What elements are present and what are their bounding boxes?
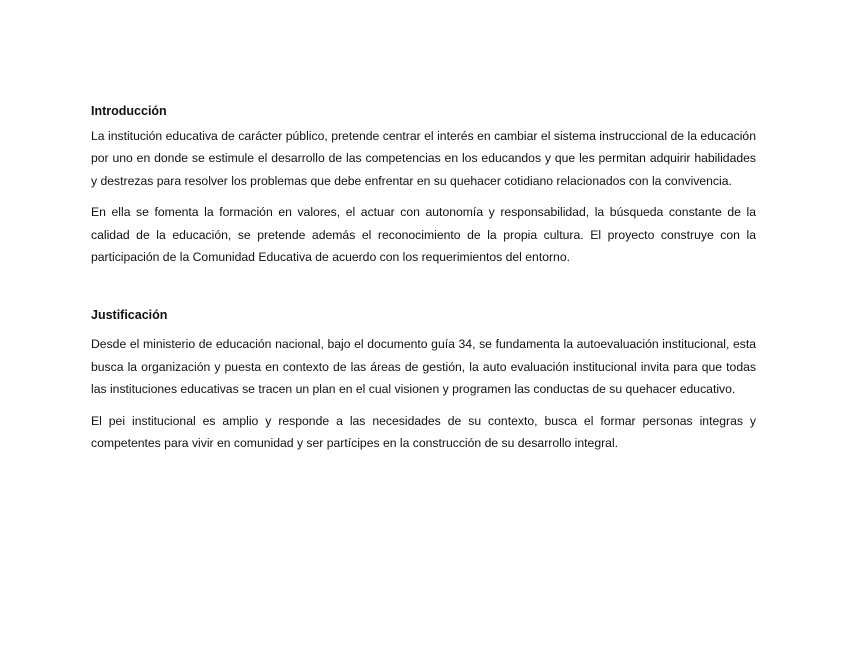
- paragraph-intro-2: En ella se fomenta la formación en valores, el actuar con autonomía y responsabilidad, la búsqueda constante de la calidad de la educación, se pretende además el reconocimiento de la propia cultura. El proyecto construye con la participación de la Comunidad Educativa de acuerdo con los requerimientos del entorno.: [91, 205, 756, 265]
- paragraph-justificacion-1: Desde el ministerio de educación nacional, bajo el documento guía 34, se fundamenta la autoevaluación institucional, esta busca la organización y puesta en contexto de las áreas de gestión, la auto evaluación institucional invita para que todas las instituciones educativas se tracen un plan en el cual visionen y programen las conductas de su quehacer educativo.: [91, 337, 756, 397]
- paragraph-justificacion-2: El pei institucional es amplio y responde a las necesidades de su contexto, busca el formar personas integras y competentes para vivir en comunidad y ser partícipes en la construcción de su desarrollo integral.: [91, 413, 756, 451]
- document-page: [91, 103, 756, 463]
- section-spacer: [91, 277, 756, 307]
- section-justificacion: [91, 307, 756, 454]
- section-heading-introduccion: Introducción: [91, 104, 167, 118]
- paragraph-intro-1: La institución educativa de carácter público, pretende centrar el interés en cambiar el sistema instruccional de la educación por uno en donde se estimule el desarrollo de las competencias en los educandos y que les permitan adquirir habilidades y destrezas para resolver los problemas que debe enfrentar en su quehacer cotidiano relacionados con la convivencia.: [91, 129, 756, 188]
- section-heading-justificacion: Justificación: [91, 308, 168, 323]
- section-introduccion: [91, 103, 756, 268]
